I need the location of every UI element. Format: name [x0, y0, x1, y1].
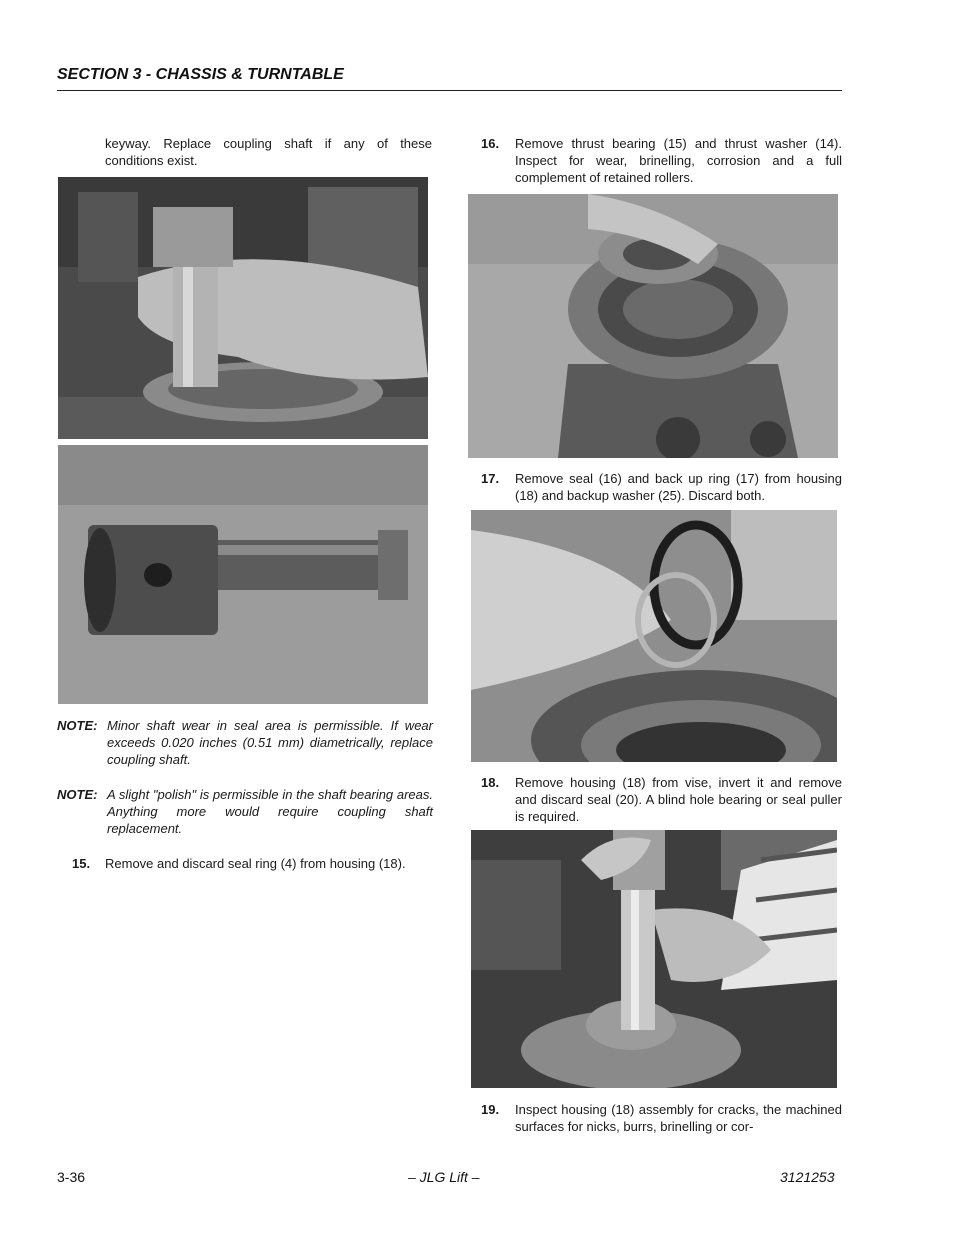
step-number: 19. [481, 1102, 500, 1117]
step-number: 16. [481, 136, 500, 151]
note-label: NOTE: [57, 787, 98, 802]
note-text: Minor shaft wear in seal area is permissible. If wear exceeds 0.020 inches (0.51 mm) diametrically, replace coupling shaft. [107, 718, 433, 767]
note-text: A slight "polish" is permissible in the shaft bearing areas. Anything more would require coupling shaft replacement. [107, 787, 433, 836]
photo-coupling-shaft-on-bench [58, 445, 428, 704]
continuation-paragraph: keyway. Replace coupling shaft if any of these conditions exist. [105, 136, 432, 168]
photo-seal-puller [471, 830, 837, 1088]
header-rule [57, 90, 842, 91]
step-text: Remove and discard seal ring (4) from housing (18). [105, 856, 406, 871]
section-title: SECTION 3 - CHASSIS & TURNTABLE [57, 66, 344, 83]
photo-thrust-bearing-removal [468, 194, 838, 458]
step-text: Inspect housing (18) assembly for cracks, the machined surfaces for nicks, burrs, brinelling or cor- [515, 1102, 842, 1134]
footer-brand: – JLG Lift – [408, 1169, 480, 1185]
step-text: Remove thrust bearing (15) and thrust washer (14). Inspect for wear, brinelling, corrosion and a full complement of retained rollers. [515, 136, 842, 185]
photo-coupling-shaft-in-hand [58, 177, 428, 439]
note-label: NOTE: [57, 718, 98, 733]
step-text: Remove housing (18) from vise, invert it and remove and discard seal (20). A blind hole bearing or seal puller is required. [515, 775, 842, 824]
photo-seal-and-backup-ring [471, 510, 837, 762]
step-number: 15. [72, 856, 91, 871]
page-number: 3-36 [57, 1169, 86, 1185]
step-number: 18. [481, 775, 500, 790]
step-text: Remove seal (16) and back up ring (17) from housing (18) and backup washer (25). Discard both. [515, 471, 842, 503]
step-number: 17. [481, 471, 500, 486]
document-number: 3121253 [780, 1169, 835, 1185]
